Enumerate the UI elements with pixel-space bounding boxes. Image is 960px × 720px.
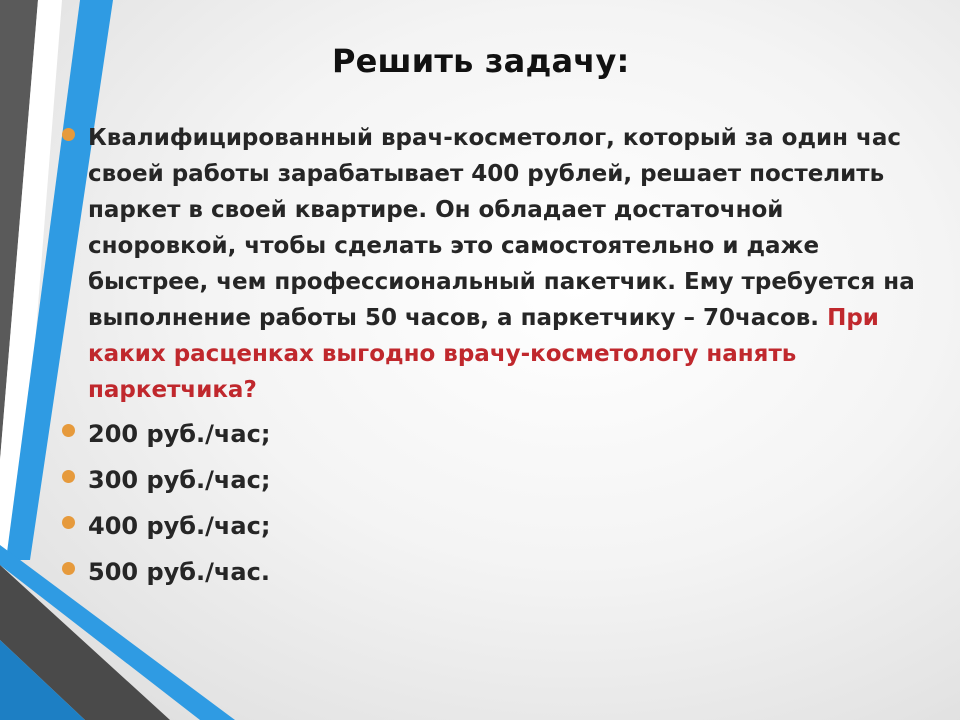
option-item: [60, 554, 920, 590]
bullet-dot-icon: [62, 424, 75, 437]
option-text: 400 руб./час;: [88, 512, 271, 540]
problem-bullet: [60, 120, 920, 408]
option-text: 200 руб./час;: [88, 420, 271, 448]
problem-text: Квалифицированный врач-косметолог, который за один час своей работы зарабатывает 400 рублей, решает постелить паркет в своей квартире. Он обладает достаточной сноровкой, чтобы сделать это самостоятельно и даже быстрее, чем профессиональный пакетчик. Ему требуется на выполнение работы 50 часов, а паркетчику – 70часов.: [88, 125, 915, 331]
bullet-dot-icon: [62, 128, 75, 141]
bullet-dot-icon: [62, 562, 75, 575]
bullet-dot-icon: [62, 470, 75, 483]
bullet-dot-icon: [62, 516, 75, 529]
option-item: [60, 416, 920, 452]
problem-question: При каких расценках выгодно врачу-косметологу нанять паркетчика?: [88, 305, 879, 403]
option-item: [60, 508, 920, 544]
option-item: [60, 462, 920, 498]
option-text: 300 руб./час;: [88, 466, 271, 494]
option-text: 500 руб./час.: [88, 558, 270, 586]
slide-body: [60, 120, 920, 600]
slide-title: Решить задачу:: [332, 42, 630, 80]
